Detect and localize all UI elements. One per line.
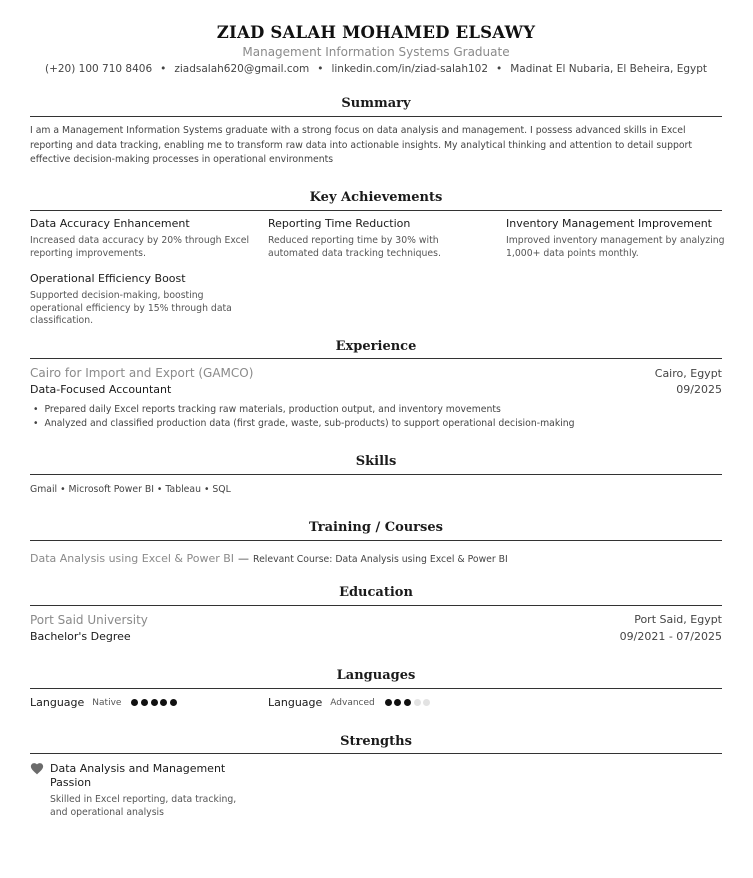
section-divider — [30, 540, 722, 541]
phone-text: (+20) 100 710 8406 — [44, 63, 153, 75]
separator: • — [160, 63, 167, 75]
achievement-title: Data Accuracy Enhancement — [30, 217, 190, 230]
experience-date: 09/2025 — [676, 383, 722, 396]
resume-name: ZIAD SALAH MOHAMED ELSAWY — [216, 23, 536, 42]
summary-text: I am a Management Information Systems graduate with a strong focus on data analysis and management. I possess advanced skills in Excel reporting and data tracking, enabling me to transform raw data into actionable insights. My analytical thinking and attention to detail support effective decision-making processes in operational environments — [30, 125, 693, 165]
section-title-languages: Languages — [336, 668, 416, 683]
bullet-item: • Analyzed and classified production data (first grade, waste, sub-products) to support operational decision-making — [30, 417, 575, 431]
section-divider — [30, 210, 722, 211]
education-dates: 09/2021 - 07/2025 — [619, 630, 722, 643]
language-level: Advanced — [330, 697, 375, 708]
rating-dot-filled — [151, 699, 158, 706]
language-name: Language — [268, 696, 323, 709]
achievement-item — [506, 217, 726, 260]
language-rating — [131, 699, 179, 706]
achievement-item — [30, 272, 250, 328]
language-item — [268, 696, 433, 709]
rating-dot-empty — [423, 699, 430, 706]
rating-dot-filled — [170, 699, 177, 706]
email-link[interactable]: ziadsalah620@gmail.com — [174, 63, 310, 75]
achievement-desc: Reduced reporting time by 30% with automated data tracking techniques. — [268, 235, 441, 259]
language-name: Language — [30, 696, 85, 709]
resume-subtitle: Management Information Systems Graduate — [242, 45, 510, 59]
experience-role: Data-Focused Accountant — [30, 383, 172, 396]
rating-dot-filled — [131, 699, 138, 706]
language-rating — [385, 699, 433, 706]
section-title-education: Education — [339, 585, 413, 600]
achievement-title: Reporting Time Reduction — [268, 217, 411, 230]
strength-title: Data Analysis and Management Passion — [50, 762, 226, 789]
education-degree: Bachelor's Degree — [30, 630, 131, 643]
section-divider — [30, 474, 722, 475]
education-location: Port Said, Egypt — [634, 613, 722, 626]
bullet-item: • Prepared daily Excel reports tracking raw materials, production output, and inventory movements — [30, 403, 575, 417]
separator: • — [496, 63, 503, 75]
section-title-achievements: Key Achievements — [309, 190, 443, 205]
contact-line — [30, 63, 722, 75]
strength-desc: Skilled in Excel reporting, data tracking, and operational analysis — [50, 794, 237, 818]
section-title-summary: Summary — [341, 96, 411, 111]
section-divider — [30, 688, 722, 689]
separator: • — [317, 63, 324, 75]
section-title-experience: Experience — [335, 339, 417, 354]
rating-dot-filled — [404, 699, 411, 706]
section-title-strengths: Strengths — [340, 734, 412, 749]
location-text: Madinat El Nubaria, El Beheira, Egypt — [510, 63, 708, 75]
achievement-title: Operational Efficiency Boost — [30, 272, 186, 285]
achievement-item — [30, 217, 250, 260]
achievement-item — [268, 217, 488, 260]
rating-dot-filled — [394, 699, 401, 706]
achievement-desc: Increased data accuracy by 20% through Excel reporting improvements. — [30, 235, 250, 259]
experience-bullets — [30, 403, 575, 430]
course-title: Data Analysis using Excel & Power BI — [30, 552, 235, 565]
section-divider — [30, 605, 722, 606]
rating-dot-empty — [414, 699, 421, 706]
section-divider — [30, 753, 722, 754]
achievement-title: Inventory Management Improvement — [506, 217, 712, 230]
education-school: Port Said University — [30, 613, 148, 627]
linkedin-link[interactable]: linkedin.com/in/ziad-salah102 — [331, 63, 489, 75]
heart-icon — [30, 762, 44, 775]
section-title-training: Training / Courses — [309, 520, 443, 535]
course-desc: Relevant Course: Data Analysis using Excel & Power BI — [253, 554, 508, 565]
course-entry — [30, 547, 508, 566]
achievement-desc: Improved inventory management by analyzing 1,000+ data points monthly. — [506, 235, 725, 259]
language-item — [30, 696, 179, 709]
section-divider — [30, 358, 722, 359]
course-dash: — — [238, 552, 250, 565]
experience-company: Cairo for Import and Export (GAMCO) — [30, 366, 254, 380]
skills-list: Gmail • Microsoft Power BI • Tableau • SQL — [30, 484, 231, 495]
language-level: Native — [92, 697, 122, 708]
rating-dot-filled — [385, 699, 392, 706]
rating-dot-filled — [141, 699, 148, 706]
section-title-skills: Skills — [355, 454, 397, 469]
section-divider — [30, 116, 722, 117]
achievement-desc: Supported decision-making, boosting operational efficiency by 15% through data classification. — [30, 290, 232, 326]
rating-dot-filled — [160, 699, 167, 706]
experience-location: Cairo, Egypt — [654, 367, 722, 380]
